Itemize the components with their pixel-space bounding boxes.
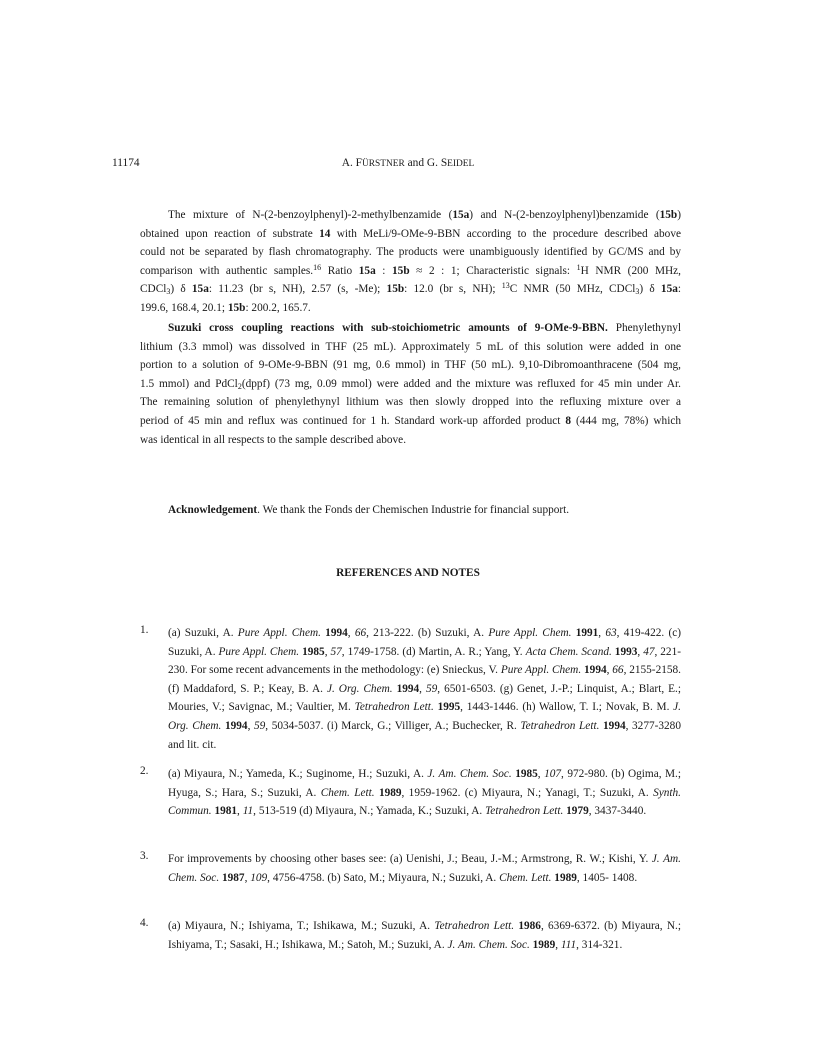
text-line: 1.5 mmol) and PdCl$_2$(dppf) (73 mg, 0.09 mmol) were added and the mixture was refluxed for 45 min under Ar.	[140, 377, 681, 391]
text-line: could not be separated by flash chromatography. The products were unambiguously identified by GC/MS and by	[140, 246, 681, 259]
experimental-paragraph-15a-15b	[140, 206, 681, 318]
text-line: obtained upon reaction of substrate 14 with MeLi/9-OMe-9-BBN according to the procedure described above	[140, 227, 681, 240]
experimental-paragraph-suzuki	[140, 319, 681, 449]
text-line: (h) Wallow, T. I.; Novak, B. M. J. Org. Chem. 1994, 59, 5034-5037. (i) Marck, G.; Villiger, A.;	[168, 701, 682, 732]
reference-number: 2.	[140, 765, 149, 777]
text-line: For improvements by choosing other bases see: (a) Uenishi, J.; Beau, J.-M.; Armstrong, R. W.; Kishi, Y. J.	[168, 853, 660, 865]
text-line: 1408.	[611, 871, 638, 884]
reference-entry-1	[168, 624, 681, 754]
text-line: Suzuki cross coupling reactions with sub-stoichiometric amounts of 9-OMe-9-BBN. Phenylethynyl	[168, 322, 682, 334]
reference-entry-4	[168, 917, 681, 954]
reference-entry-2	[168, 765, 681, 821]
text-line: Ogima, M.; Hyuga, S.; Hara, S.; Suzuki, A. Chem. Lett. 1989, 1959-1962. (c) Miyaura, N.; Yanagi, T.;	[168, 768, 682, 799]
text-line: N.; Ishiyama, T.; Sasaki, H.; Ishikawa, M.; Satoh, M.; Suzuki, A. J. Am. Chem. Soc. 1989, 111, 314-321.	[168, 920, 681, 951]
text-line: 199.6, 168.4, 20.1; 15b: 200.2, 165.7.	[140, 301, 311, 314]
text-line: portion to a solution of 9-OMe-9-BBN (91 mg, 0.6 mmol) in THF (50 mL). 9,10-Dibromoanthracene (504 mg,	[140, 359, 681, 372]
page-number: 11174	[112, 157, 140, 169]
text-line: J.-P.; Linquist, A.; Blart, E.; Mouries, V.; Savignac, M.; Vaultier, M. Tetrahedron Lett. 1995, 1443-1446.	[168, 682, 682, 714]
running-header-authors: A. FÜRSTNER and G. SEIDEL	[341, 157, 475, 169]
text-line: Acknowledgement. We thank the Fonds der Chemischen Industrie for financial support.	[168, 504, 570, 516]
text-line: Am. Chem. Soc. 1987, 109, 4756-4758. (b) Sato, M.; Miyaura, N.; Suzuki, A. Chem. Lett. 1989, 1405-	[168, 853, 681, 884]
text-line: 1993, 47, 221-230. For some recent advancements in the methodology: (e) Snieckus, V. Pure Appl. Chem.	[168, 645, 681, 677]
text-line: comparison with authentic samples.$^{16}$ Ratio 15a : 15b ≈ 2 : 1; Characteristic signals: $^1$H NMR (200 MHz,	[140, 262, 682, 277]
text-line: Buchecker, R. Tetrahedron Lett. 1994, 3277-3280 and lit. cit.	[168, 719, 681, 751]
references-heading: REFERENCES AND NOTES	[336, 567, 480, 579]
text-line: CDCl$_3$) δ 15a: 11.23 (br s, NH), 2.57 (s, -Me); 15b: 12.0 (br s, NH); $^{13}$C NMR (50 MHz, CDCl$_3$) δ 15a:	[140, 281, 682, 297]
reference-number: 4.	[140, 917, 149, 929]
text-line: was identical in all respects to the sample described above.	[140, 433, 407, 446]
reference-number: 3.	[140, 850, 149, 862]
reference-entry-3	[168, 850, 681, 887]
text-line: The mixture of N-(2-benzoylphenyl)-2-methylbenzamide (15a) and N-(2-benzoylphenyl)benzamide (15b)	[168, 209, 681, 221]
text-line: Suzuki, A. Synth. Commun. 1981, 11, 513-519 (d) Miyaura, N.; Yamada, K.; Suzuki, A. Tetrahedron	[168, 786, 682, 818]
text-line: 1994, 66, 2155-2158. (f) Maddaford, S. P.; Keay, B. A. J. Org. Chem. 1994, 59, 6501-6503. (g) Genet,	[168, 664, 681, 695]
text-line: (a) Suzuki, A. Pure Appl. Chem. 1994, 66, 213-222. (b) Suzuki, A. Pure Appl. Chem. 1991, 63, 419-422.	[168, 627, 665, 639]
text-line: Lett. 1979, 3437-3440.	[542, 805, 647, 818]
acknowledgement	[140, 501, 681, 520]
text-line: (c) Suzuki, A. Pure Appl. Chem. 1985, 57, 1749-1758. (d) Martin, A. R.; Yang, Y. Acta Chem. Scand.	[168, 627, 681, 658]
text-line: period of 45 min and reflux was continued for 1 h. Standard work-up afforded product 8 (444 mg, 78%) which	[140, 414, 681, 427]
reference-number: 1.	[140, 624, 149, 636]
text-line: (a) Miyaura, N.; Yameda, K.; Suginome, H.; Suzuki, A. J. Am. Chem. Soc. 1985, 107, 972-980. (b)	[168, 768, 625, 780]
text-line: (a) Miyaura, N.; Ishiyama, T.; Ishikawa, M.; Suzuki, A. Tetrahedron Lett. 1986, 6369-6372. (b) Miyaura,	[168, 920, 663, 932]
text-line: The remaining solution of phenylethynyl lithium was then slowly dropped into the refluxing mixture over a	[140, 396, 681, 409]
text-line: lithium (3.3 mmol) was dissolved in THF (25 mL). Approximately 5 mL of this solution were added in one	[140, 340, 681, 353]
